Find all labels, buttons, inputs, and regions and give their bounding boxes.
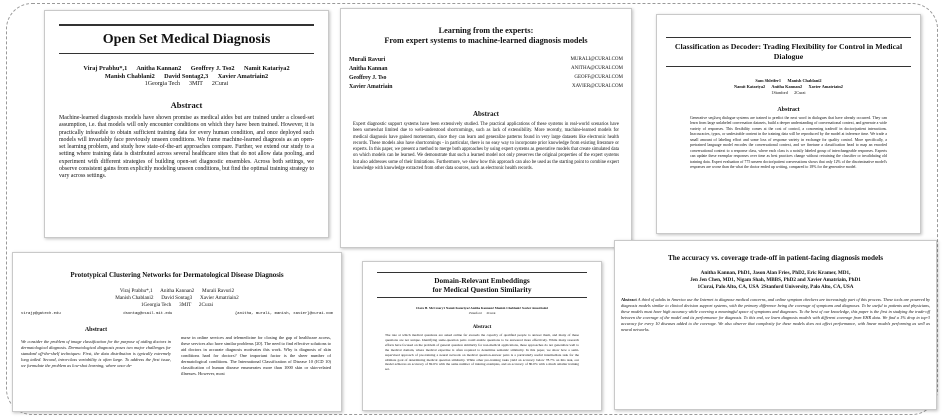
paper-authors-2: Manish Chablani2 David Sontag3 Xavier Amatriain2 — [115, 295, 239, 301]
abstract-heading: Abstract — [472, 110, 500, 118]
author-row — [349, 66, 623, 72]
paper-title-2: for Medical Question Similarity — [432, 285, 532, 294]
paper-card-domain-relevant-embeddings[interactable] — [362, 261, 602, 411]
paper-title: Prototypical Clustering Networks for Dermatological Disease Diagnosis — [70, 271, 284, 279]
author-email[interactable]: XAVIER@CURAI.COM — [571, 84, 623, 89]
paper-authors: Viraj Prabhu*,1 Anitha Kannan2 Murali Ravuri2 — [119, 288, 235, 294]
left-column — [21, 327, 171, 377]
author-row — [349, 75, 623, 81]
paper-card-prototypical-clustering[interactable] — [12, 252, 342, 412]
author-name: Anitha Kannan — [349, 66, 388, 72]
paper-authors: Anitha Kannan, PhD1, Jason Alan Fries, PhD2, Eric Kramer, MD1, — [700, 270, 851, 276]
author-name: Geoffrey J. Tso — [349, 75, 387, 81]
title-rule-top — [666, 37, 911, 38]
paper-title: Domain-Relevant Embeddings — [434, 276, 530, 285]
paper-title: Learning from the experts: — [438, 26, 534, 35]
author-email[interactable]: GEOFF@CURAI.COM — [574, 75, 623, 80]
paper-authors-2: Namit Katariya2 Anitha Kannan2 Xavier Amatriain2 — [734, 83, 843, 89]
email-row — [21, 312, 333, 316]
title-rule-top — [59, 24, 314, 26]
paper-card-classification-as-decoder[interactable] — [656, 14, 921, 234]
abstract-text: Machine-learned diagnosis models have shown promise as medical aides but are trained under a closed-set assumption, i.e. that models will only encounter conditions on which they have been trained. However, it is practically infeasible to obtain sufficient training data for every human condition, and once deployed such models will invariably face previously unseen conditions. We frame machine-learned diagnosis as an open-set learning problem, and study how state-of-the-art approaches compare. Further, we extend our study to a setting where training data is distributed across several healthcare sites that do not allow data pooling, and experiment with different strategies of building open-set diagnostic ensembles. Across both settings, we observe consistent gains from explicitly modeling unseen conditions, but find the optimal training strategy to vary across settings. — [59, 115, 314, 180]
email-mid[interactable]: dsontag@csail.mit.edu — [123, 312, 173, 316]
abstract-label: Abstract — [621, 297, 637, 302]
paper-title: The accuracy vs. coverage trade-off in patient-facing diagnosis models — [667, 254, 883, 262]
author-email[interactable]: MURALI@CURAI.COM — [570, 57, 623, 62]
author-email[interactable]: ANITHA@CURAI.COM — [571, 66, 623, 71]
paper-authors-2: Jen Jen Chen, MD1, Nigam Shah, MBBS, PhD2 and Xavier Amatriain, PhD1 — [690, 277, 861, 283]
abstract-text: Generative seq2seq dialogue systems are trained to predict the next word in dialogues that have already occurred. They can learn from large unlabeled conversation datasets, build a deeper understanding of conversational context, and generate a wide variety of responses. This flexibility comes at the cost of control, a concerning tradeoff in doctor/patient interactions. Inaccuracies, typos, or undesirable content in the training data will be reproduced by the model at inference time. We trade a small amount of labeling effort and some loss of response variety in exchange for quality control. More specifically, a pretrained language model encodes the conversational context, and we finetune a classification head to map an encoded conversational context to a response class, where each class is a noisily labeled group of interchangeable responses. Experts can update these exemplar responses over time as best practices change without retraining the classifier or invalidating old training data. Expert evaluation of 775 unseen doctor/patient conversations shows that only 12% of the discriminative model's responses are worse than the what the doctor ended up writing, compared to 18% for the generative model. — [690, 115, 887, 170]
title-rule-bottom — [666, 66, 911, 67]
title-rule-bottom — [59, 53, 314, 54]
email-left[interactable]: virajp@gatech.edu — [21, 312, 61, 316]
right-column — [181, 335, 331, 377]
paper-affiliations: 1Georgia Tech 3MIT 2Curai — [140, 302, 214, 308]
author-name: Murali Ravuri — [349, 57, 386, 63]
paper-card-accuracy-coverage[interactable] — [614, 240, 937, 410]
paper-authors: Viraj Prabhu*,1 Anitha Kannan2 Geoffrey J. Tso2 Namit Katariya2 — [83, 65, 290, 72]
body-text: nurse in online services and telemedicine for closing the gap of healthcare access, these services also have similar problems [20]. The need to find effective solutions to aid doctors in accurate diagnosis motivates this work. Why is diagnosis of skin conditions hard for doctors? One important factor is the sheer number of dermatological conditions. The International Classification of Disease 10 (ICD 10) classification of human disease enumerates more than 1000 skin or skin-related illnesses. However, most — [181, 335, 331, 376]
abstract-text: The rate at which medical questions are asked online far exceeds the capacity of qualified people to answer them, and many of these questions are not unique. Identifying same-question pairs could enable questions to be answered more effectively. While many research efforts have focused on the problem of general question similarity for non-medical applications, these approaches do not generalize well to the medical domain, where medical expertise is often required to determine semantic similarity. In this paper, we show how a semi-supervised approach of pre-training a neural network on medical question-answer pairs is a particularly useful intermediate task for the ultimate goal of determining medical question similarity. While other pre-training tasks yield an accuracy below 78.7% on this task, our model achieves an accuracy of 82.6% with the same number of training examples, and an accuracy of 80.0% with a much smaller training set. — [385, 333, 579, 372]
paper-affiliations: 1Stanford 2Curai — [468, 311, 496, 315]
abstract-heading: Abstract — [170, 100, 203, 110]
email-right[interactable]: {anitha, murali, manish, xavier}@curai.com — [234, 312, 333, 316]
title-rule-top — [377, 272, 587, 273]
paper-affiliations: 1Curai, Palo Alto, CA, USA 2Stanford University, Palo Alto, CA, USA — [697, 284, 854, 290]
paper-card-open-set[interactable] — [44, 10, 329, 238]
paper-authors: Sam Shleifer1 Manish Chablani2 — [755, 77, 822, 83]
paper-title: Classification as Decoder: Trading Flexibility for Control in Medical Dialogue — [674, 42, 903, 61]
author-row — [349, 84, 623, 90]
author-row — [349, 57, 623, 63]
abstract-text: We consider the problem of image classification for the purpose of aiding doctors in dermatological diagnosis. Dermatological diagnosis poses two major challenges for standard off-the-shelf techniques: First, the data distribution is typically extremely long tailed. Second, intra-class variability is often large. To address the first issue, we formulate the problem as low-shot learning, where once de- — [21, 339, 171, 368]
abstract-heading: Abstract — [472, 325, 492, 330]
paper-title-2: From expert systems to machine-learned diagnosis models — [384, 36, 588, 45]
paper-affiliations: 1Stanford 2Curai — [771, 89, 806, 95]
abstract-heading: Abstract — [84, 327, 108, 333]
paper-authors: Clara H. McCreery1 Namit Katariya2 Anitha Kannan2 Manish Chablani2 Xavier Amatriain2 — [415, 306, 549, 310]
title-rule-bottom — [377, 297, 587, 298]
abstract-block — [621, 297, 930, 334]
paper-card-learning-from-experts[interactable] — [340, 8, 632, 248]
abstract-text: Expert diagnostic support systems have been extensively studied. The practical applications of these systems in real-world scenarios have been somewhat limited due to well-understood shortcomings, such as lack of extensibility. More recently, machine-learned models for medical diagnosis have gained momentum, since they can learn and generalize patterns found in very large datasets like electronic health records. These models also have shortcomings - in particular, there is no easy way to incorporate prior knowledge from existing literature or experts. In this paper, we present a method to merge both approaches by using expert systems as generative models that create simulated data on which models can be learned. We demonstrate that such a learned model not only preserves the original properties of the expert systems but also addresses some of their limitations. Furthermore, we show how this approach can also be used as the starting point to combine expert knowledge with knowledge extracted from other data sources, such as electronic health records. — [353, 122, 619, 172]
author-list — [349, 57, 623, 90]
paper-title: Open Set Medical Diagnosis — [102, 32, 271, 47]
abstract-heading: Abstract — [777, 106, 800, 113]
two-column-body — [21, 327, 333, 377]
abstract-text: A third of adults in America use the Internet to diagnose medical concerns, and online symptom checkers are increasingly part of this process. These tools are powered by diagnosis models similar to clinical decision support systems, with the primary difference being the coverage of symptoms and diagnoses. To be useful to patients and physicians, these models must have high accuracy while covering a meaningful space of symptoms and diagnoses. To the best of our knowledge, this paper is the first in studying the trade-off between the coverage of the model and its performance for diagnosis. To this end, we learn diagnosis models with different coverage from EHR data. We find a 1% drop in top-3 accuracy for every 10 diseases added to the coverage. We also observe that complexity for these models does not affect performance, with linear models performing as well as neural networks. — [621, 297, 930, 333]
paper-authors-2: Manish Chablani2 David Sontag2,3 Xavier Amatriain2 — [104, 73, 269, 80]
paper-affiliations: 1Georgia Tech 3MIT 2Curai — [144, 81, 229, 87]
author-name: Xavier Amatriain — [349, 84, 393, 90]
